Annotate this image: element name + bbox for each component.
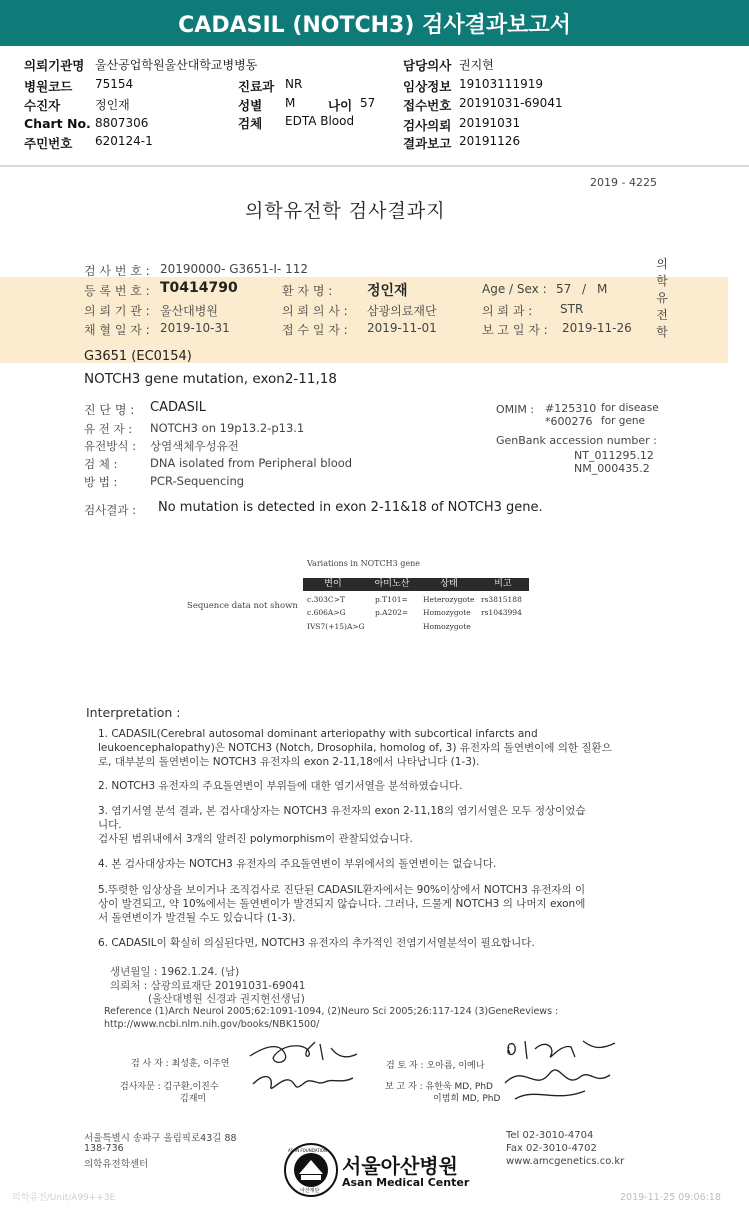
age-value: 57 (556, 282, 572, 296)
omim-gene-note: for gene (601, 415, 646, 427)
result-label: 검사결과 : (84, 503, 136, 517)
address-2: 138-736 (84, 1143, 124, 1154)
scan-right-margin (728, 168, 749, 1213)
request-value: 20191031 (459, 116, 521, 130)
genbank-label: GenBank accession number : (496, 434, 657, 447)
variant-state: Heterozygote (423, 595, 475, 604)
doc-number: 2019 - 4225 (590, 176, 657, 189)
report-date: 2019-11-26 (562, 321, 632, 335)
variant-change: IVS7(+15)A>G (307, 622, 365, 631)
footer-right: 2019-11-25 09:06:18 (620, 1192, 721, 1203)
advisor-line: 검사자문 : 김구환,이진수 (120, 1082, 219, 1092)
age-sex-slash: / (582, 282, 587, 296)
tester-line: 검 사 자 : 최성훈, 이주연 (131, 1059, 230, 1069)
receive-label: 접 수 일 자 : (282, 323, 348, 337)
inst: 울산대병원 (160, 304, 218, 318)
interp-line: 4. 본 검사대상자는 NOTCH3 유전자의 주요돌연변이 부위에서의 돌연변이는 없습니다. (98, 858, 497, 870)
genbank-1: NT_011295.12 (574, 449, 654, 462)
omim-disease: #125310 (545, 402, 597, 415)
omim-disease-note: for disease (601, 402, 659, 414)
advisor-line-2: 김재미 (180, 1094, 207, 1104)
variant-header: 변이 (324, 579, 342, 589)
institution-label: 의뢰기관명 (24, 58, 85, 73)
variant-change: c.606A>G (307, 608, 346, 617)
doctor-label: 담당의사 (403, 58, 452, 73)
req-doc-label: 의 뢰 의 사 : (282, 304, 348, 318)
interp-line: 서 돌연변이가 발견될 수도 있습니다 (1-3). (98, 912, 296, 924)
age-sex-label: Age / Sex : (482, 282, 547, 296)
receive-date: 2019-11-01 (367, 321, 437, 335)
interp-line: 1. CADASIL(Cerebral autosomal dominant arteriopathy with subcortical infarcts and (98, 728, 538, 740)
variant-note: rs3815188 (481, 595, 522, 604)
interp-line: 상이 발견되고, 약 10%에서는 돌연변이가 발견되지 않습니다. 그러나, 드물게 NOTCH3 의 나머지 exon에 (98, 898, 586, 910)
test-code: G3651 (EC0154) (84, 349, 192, 364)
patient-name-label: 환 자 명 : (282, 284, 333, 298)
reporter-signature (495, 1033, 625, 1113)
req-dept: STR (560, 302, 584, 316)
birth-line: 생년월일 : 1962.1.24. (남) (110, 966, 240, 978)
reference-line-2: http://www.ncbi.nlm.nih.gov/books/NBK1500/ (104, 1019, 320, 1030)
interp-line: 2. NOTCH3 유전자의 주요돌연변이 부위들에 대한 염기서열을 분석하였습니다. (98, 780, 463, 792)
interp-line: 6. CADASIL이 확실히 의심된다면, NOTCH3 유전자의 추가적인 전염기서열분석이 필요합니다. (98, 937, 535, 949)
collect-date: 2019-10-31 (160, 321, 230, 335)
variant-state: Homozygote (423, 622, 471, 631)
receipt-value: 20191031-69041 (459, 96, 563, 110)
interp-line: 5.뚜렷한 임상상을 보이거나 조직검사로 진단된 CADASIL환자에서는 90%이상에서 NOTCH3 유전자의 이 (98, 884, 586, 896)
specimen-label: 검체 (238, 116, 263, 131)
method: PCR-Sequencing (150, 474, 245, 488)
age-value: 57 (360, 96, 376, 110)
variant-header: 아미노산 (374, 579, 410, 589)
resident-label: 주민번호 (24, 136, 73, 151)
omim-label: OMIM : (496, 403, 535, 416)
variant-aa: p.T101= (375, 595, 408, 604)
receipt-label: 접수번호 (403, 98, 452, 113)
hospital-code-label: 병원코드 (24, 79, 73, 94)
gene-label: 유 전 자 : (84, 422, 133, 436)
report-title: CADASIL (NOTCH3) 검사결과보고서 (178, 12, 571, 38)
specimen-scan: DNA isolated from Peripheral blood (150, 456, 353, 470)
tel: Tel 02-3010-4704 (506, 1130, 594, 1141)
inherit-label: 유전방식 : (84, 439, 136, 453)
variant-change: c.303C>T (307, 595, 345, 604)
test-no: 20190000- G3651-I- 112 (160, 262, 308, 276)
logo-ring-text: ASAN FOUNDATION (288, 1148, 327, 1153)
chart-label: Chart No. (24, 116, 91, 131)
patient-name: 정인재 (367, 283, 408, 299)
report-label: 결과보고 (403, 136, 452, 151)
referrer-line: 의뢰처 : 삼광의료재단 20191031-69041 (110, 980, 306, 992)
vertical-label: 의학유전학 (656, 257, 668, 339)
req-doc: 삼광의료재단 (367, 304, 437, 318)
institution-value: 울산공업학원울산대학교병병동 (95, 58, 258, 72)
dx: CADASIL (150, 400, 206, 415)
method-label: 방 법 : (84, 475, 118, 489)
req-dept-label: 의 뢰 과 : (482, 304, 533, 318)
interp-line: 3. 염기서열 분석 결과, 본 검사대상자는 NOTCH3 유전자의 exon 2-11,18의 염기서열은 모두 정상이었습 (98, 805, 586, 817)
interp-line: 로, 대부분의 돌연변이는 NOTCH3 유전자의 exon 2-11,18에서 나타납니다 (1-3). (98, 756, 480, 768)
referrer-line-2: (울산대병원 신경과 권지현선생님) (148, 993, 305, 1005)
sex-value: M (597, 282, 608, 296)
test-no-label: 검 사 번 호 : (84, 264, 150, 278)
reference-line-1: Reference (1)Arch Neurol 2005;62:1091-1094, (2)Neuro Sci 2005;26:117-124 (3)GeneReviews : (104, 1006, 559, 1017)
interp-line: 검사된 범위내에서 3개의 알려진 polymorphism이 관찰되었습니다. (98, 833, 413, 845)
chart-value: 8807306 (95, 116, 149, 130)
variant-header: 비고 (494, 579, 512, 589)
reg-no: T0414790 (160, 280, 238, 296)
report-title-banner (0, 0, 749, 46)
address-1: 서울특별시 송파구 올림픽로43길 88 (84, 1133, 237, 1144)
hospital-code-value: 75154 (95, 77, 134, 91)
collect-label: 채 혈 일 자 : (84, 323, 150, 337)
age-label: 나이 (328, 98, 353, 113)
fax: Fax 02-3010-4702 (506, 1143, 597, 1154)
patient-value: 정인재 (95, 98, 130, 112)
sex-value: M (285, 96, 296, 110)
scan-title: 의학유전학 검사결과지 (245, 200, 446, 222)
specimen-label-scan: 검 체 : (84, 457, 118, 471)
patient-label: 수진자 (24, 98, 61, 113)
variant-header: 상태 (440, 579, 458, 589)
variant-state: Homozygote (423, 608, 471, 617)
address-3: 의학유전학센터 (84, 1159, 149, 1170)
sex-label: 성별 (238, 98, 263, 113)
specimen-value: EDTA Blood (285, 114, 355, 128)
seq-note: Sequence data not shown (187, 601, 298, 611)
reporter-line: 보 고 자 : 유한욱 MD, PhD (385, 1082, 493, 1092)
resident-value: 620124-1 (95, 134, 153, 148)
hospital-name-kr: 서울아산병원 (342, 1154, 458, 1178)
clinical-label: 임상정보 (403, 79, 452, 94)
omim-gene: *600276 (545, 415, 593, 428)
inst-label: 의 뢰 기 관 : (84, 304, 150, 318)
reporter-line-2: 이범희 MD, PhD (433, 1094, 501, 1104)
report-value: 20191126 (459, 134, 521, 148)
clinical-value: 19103111919 (459, 77, 543, 91)
tester-signature (245, 1034, 365, 1104)
variant-aa: p.A202= (375, 608, 409, 617)
footer-left: 의학유전/Unit/A99++3E (12, 1193, 116, 1203)
reg-no-label: 등 록 번 호 : (84, 284, 150, 298)
hospital-name-en: Asan Medical Center (342, 1176, 470, 1189)
inherit: 상염색체우성유전 (150, 439, 239, 453)
variant-note: rs1043994 (481, 608, 522, 617)
website: www.amcgenetics.co.kr (506, 1156, 625, 1167)
interp-line: leukoencephalopathy)은 NOTCH3 (Notch, Drosophila, homolog of, 3) 유전자의 돌연변이에 의한 질환으 (98, 742, 612, 754)
divider (0, 165, 749, 167)
genbank-2: NM_000435.2 (574, 462, 650, 475)
dx-label: 진 단 명 : (84, 403, 135, 417)
report-date-label: 보 고 일 자 : (482, 323, 548, 337)
interp-line: 니다. (98, 819, 122, 831)
reviewer-line: 검 토 자 : 오아름, 이예나 (386, 1061, 485, 1071)
scanned-report (0, 168, 749, 1213)
result: No mutation is detected in exon 2-11&18 of NOTCH3 gene. (158, 500, 543, 515)
variations-title: Variations in NOTCH3 gene (307, 559, 420, 568)
patient-info-panel (0, 46, 749, 166)
interp-title: Interpretation : (86, 705, 181, 720)
doctor-value: 권지현 (459, 58, 494, 72)
dept-label: 진료과 (238, 79, 275, 94)
request-label: 검사의뢰 (403, 118, 452, 133)
dept-value: NR (285, 77, 303, 91)
test-name: NOTCH3 gene mutation, exon2-11,18 (84, 371, 337, 387)
gene: NOTCH3 on 19p13.2-p13.1 (150, 421, 305, 435)
logo-inner-text: 아산재단 (300, 1188, 320, 1194)
